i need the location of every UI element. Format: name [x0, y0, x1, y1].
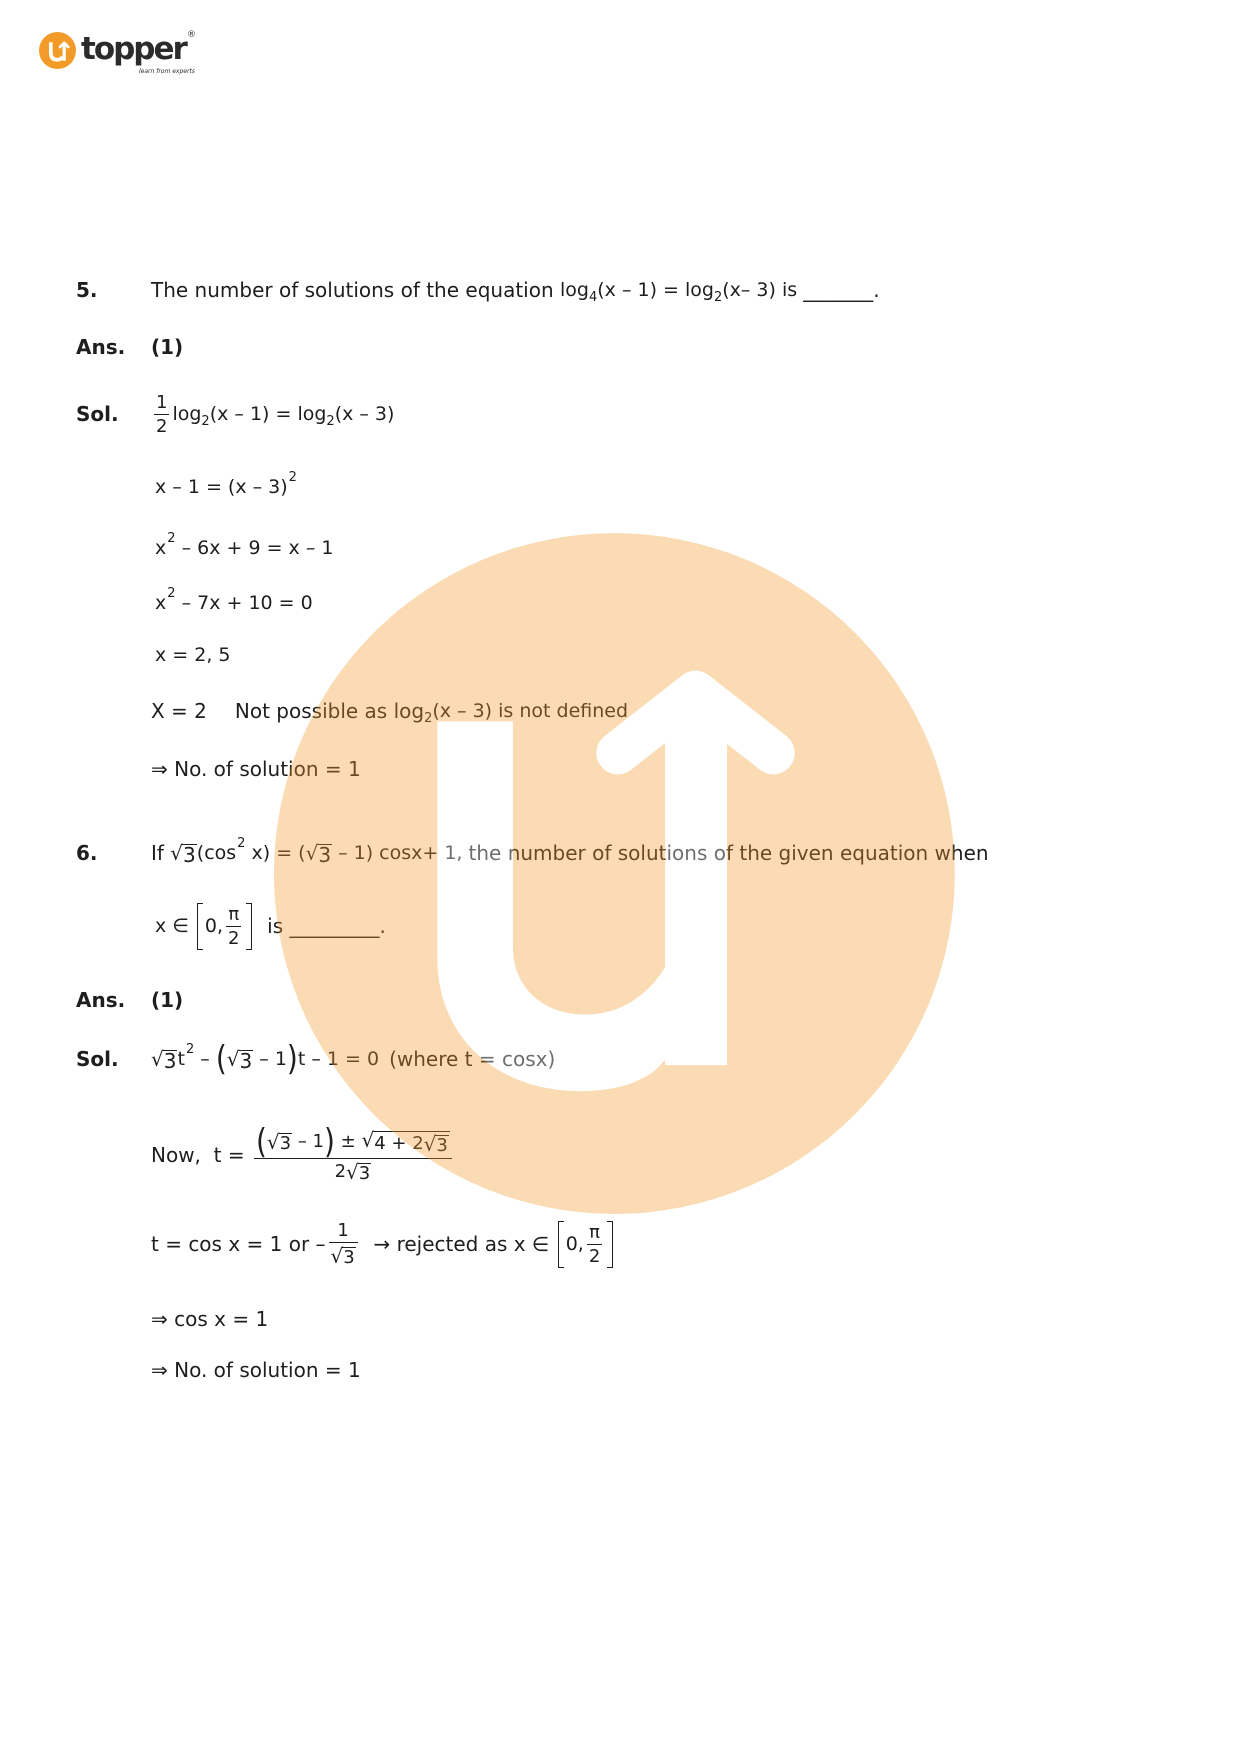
superscript: 2 — [237, 836, 246, 851]
logo-wordmark: topper — [81, 31, 186, 67]
fraction — [154, 392, 169, 437]
solution-6-line-2 — [151, 1113, 455, 1197]
eq-text: t — [177, 1048, 185, 1070]
plus-minus: ± — [334, 1131, 362, 1152]
subscript: 2 — [424, 711, 433, 726]
logo-tagline: learn from experts — [139, 68, 195, 75]
square-root — [331, 1244, 356, 1268]
eq-text: x — [155, 592, 167, 614]
radicand: 3 — [239, 1049, 253, 1073]
fraction — [587, 1222, 602, 1267]
question-number: 5. — [76, 278, 98, 302]
solution-5-conclusion — [151, 754, 361, 784]
eq-text: – 1 — [253, 1048, 287, 1070]
radical-sign: √ — [330, 1244, 344, 1268]
solution-5-line-4 — [155, 588, 313, 618]
eq-text: – 7x + 10 = 0 — [175, 592, 313, 614]
eq-text: (x – 1) = log — [597, 279, 714, 301]
solution-5-line-3 — [155, 533, 333, 563]
denominator: 2 — [228, 927, 240, 949]
radical-sign: √ — [346, 1159, 359, 1184]
eq-text: x ∈ — [155, 915, 195, 937]
radicand: 3 — [343, 1247, 355, 1268]
substitution-note: (where t = cosx) — [389, 1047, 556, 1071]
solution-6-conclusion — [151, 1355, 361, 1385]
answer-label: Ans. — [76, 335, 126, 359]
topper-logo — [39, 30, 209, 78]
eq-text: – — [194, 1048, 216, 1070]
subscript: 2 — [713, 290, 723, 305]
eq-text: 2 — [334, 1161, 347, 1182]
eq-text: t – 1 = 0 — [297, 1048, 380, 1070]
question-text: The number of solutions of the equation — [151, 278, 560, 302]
radical-sign: √ — [266, 1129, 280, 1154]
subscript: 2 — [201, 414, 210, 429]
subscript: 2 — [326, 414, 335, 429]
interval-start: 0, — [204, 915, 224, 937]
superscript: 2 — [185, 1042, 195, 1057]
left-paren: ( — [215, 1038, 227, 1079]
solution-6-line-3 — [151, 1213, 615, 1275]
eq-text: Now, t = — [151, 1143, 251, 1167]
answer-blank: _______. — [803, 278, 880, 302]
square-root — [346, 1160, 371, 1184]
radicand: 3 — [436, 1134, 448, 1156]
eq-text: (x – 1) = log — [209, 403, 327, 425]
numerator — [254, 1121, 452, 1161]
left-paren: ( — [255, 1121, 267, 1161]
radicand: 3 — [318, 843, 332, 867]
registered-mark: ® — [187, 30, 196, 40]
rejection-text: → rejected as x ∈ — [360, 1232, 556, 1256]
denominator: 2 — [156, 415, 168, 437]
question-6-line-2 — [155, 896, 386, 956]
fraction — [226, 904, 241, 949]
solution-6-line-1 — [76, 1039, 555, 1079]
radicand — [373, 1131, 450, 1156]
eq-text: x — [155, 537, 167, 559]
denominator — [329, 1242, 358, 1268]
eq-text: x = 2, 5 — [155, 644, 231, 666]
question-text: the number of solutions of the given equation when — [468, 841, 989, 865]
interval-start: 0, — [565, 1233, 584, 1255]
subscript: 4 — [588, 290, 598, 305]
denominator — [254, 1158, 452, 1184]
superscript: 2 — [167, 586, 176, 601]
superscript: 2 — [167, 531, 176, 546]
eq-text: t = cos x = 1 or – — [151, 1232, 326, 1256]
eq-text: x) = ( — [245, 842, 306, 864]
solution-label: Sol. — [76, 402, 119, 426]
square-root — [267, 1130, 292, 1154]
denominator: 2 — [588, 1245, 601, 1267]
implies-symbol: ⇒ — [151, 1358, 168, 1382]
eq-text: (x– 3) is — [722, 279, 804, 301]
eq-text: (x – 3) — [334, 403, 395, 425]
eq-text: X = 2 — [151, 699, 207, 723]
conclusion-text: No. of solution = 1 — [167, 757, 361, 781]
question-5 — [76, 275, 880, 305]
radical-sign: √ — [361, 1127, 375, 1152]
eq-text: cos x = 1 — [167, 1307, 269, 1331]
answer-6 — [76, 985, 183, 1015]
question-number: 6. — [76, 841, 98, 865]
square-root — [227, 1047, 253, 1071]
radical-sign: √ — [226, 1047, 240, 1071]
radical-sign: √ — [305, 841, 319, 865]
quadratic-formula-fraction — [254, 1121, 452, 1184]
radicand: 3 — [358, 1162, 371, 1184]
answer-5 — [76, 332, 183, 362]
radical-sign: √ — [423, 1131, 437, 1156]
fraction — [329, 1220, 358, 1268]
eq-text: x – 1 = (x – 3) — [155, 476, 288, 498]
square-root — [306, 841, 332, 865]
square-root — [361, 1128, 449, 1156]
eq-text: – 1 — [292, 1131, 324, 1152]
eq-text: 4 + 2 — [374, 1132, 424, 1154]
answer-label: Ans. — [76, 988, 126, 1012]
eq-text: (cos — [196, 842, 237, 864]
numerator: π — [228, 903, 240, 925]
implies-symbol: ⇒ — [151, 1307, 168, 1331]
square-root — [424, 1132, 449, 1156]
eq-text: – 6x + 9 = x – 1 — [175, 537, 334, 559]
answer-value: (1) — [151, 988, 184, 1012]
remark-text: Not possible as log — [234, 699, 425, 723]
square-root — [170, 841, 196, 865]
eq-text: – 1) cosx+ 1, — [332, 842, 469, 864]
numerator: π — [589, 1221, 600, 1243]
conclusion-text: No. of solution = 1 — [167, 1358, 361, 1382]
right-paren: ) — [286, 1038, 298, 1079]
answer-value: (1) — [151, 335, 184, 359]
implies-symbol: ⇒ — [151, 757, 168, 781]
numerator: 1 — [337, 1220, 349, 1241]
radicand: 3 — [163, 1049, 177, 1073]
solution-6-line-4 — [151, 1304, 268, 1334]
radicand: 3 — [279, 1132, 292, 1154]
closed-interval — [197, 903, 253, 950]
question-text: If — [151, 841, 171, 865]
square-root — [151, 1047, 177, 1071]
solution-5-line-2 — [155, 472, 297, 502]
solution-5-line-1 — [76, 385, 394, 443]
radicand: 3 — [183, 843, 196, 867]
right-paren: ) — [324, 1121, 335, 1161]
eq-text: log — [560, 279, 589, 301]
remark-text: (x – 3) is not defined — [432, 700, 629, 722]
question-6 — [76, 838, 989, 868]
eq-text: log — [172, 403, 202, 425]
numerator: 1 — [156, 391, 168, 413]
solution-5-line-5 — [155, 640, 231, 670]
u-arrow-icon — [39, 32, 76, 69]
radical-sign: √ — [151, 1047, 164, 1071]
superscript: 2 — [288, 470, 297, 485]
solution-5-line-6 — [151, 696, 628, 726]
question-text: is — [254, 914, 290, 938]
answer-blank: _________. — [289, 914, 386, 938]
solution-label: Sol. — [76, 1047, 119, 1071]
radical-sign: √ — [170, 841, 184, 865]
closed-interval — [558, 1221, 614, 1268]
